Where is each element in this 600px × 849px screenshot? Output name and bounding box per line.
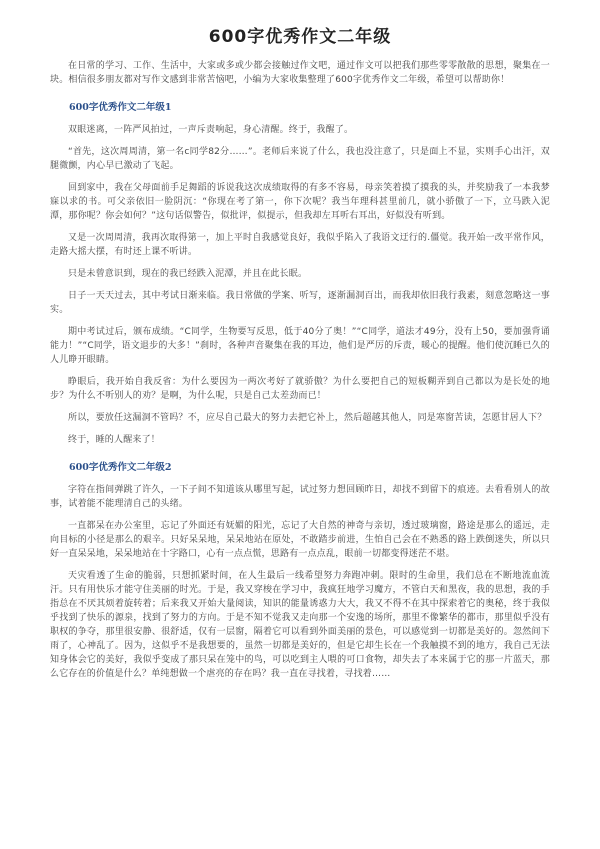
- section-heading-2: 600字优秀作文二年级2: [69, 462, 172, 473]
- paragraph: 又是一次周周清，我再次取得第一，加上平时自我感觉良好，我似乎陷入了我语文迂行的.僵觉。我开始一改平常作风，走路大摇大摆，有时还上课不听讲。: [50, 233, 550, 257]
- paragraph: 一直都呆在办公室里，忘记了外面还有妩媚的阳光，忘记了大自然的神奇与亲切，透过玻璃窗，路途是那么的遥远，走向目标的小径是那么的艰辛。只好呆呆地，呆呆地站在原处，不敢踏步前进，生怕自己会在不熟悉的路上跌倒迷失，所以只好一直呆呆地，呆呆地站在十字路口，心有一点点慌，思路有一点点乱，眼前一切都变得迷茫不堪。: [50, 521, 550, 559]
- paragraph: 只是未曾意识到，现在的我已经跌入泥潭，并且在此长眠。: [68, 269, 308, 279]
- paragraph: 天灾看透了生命的脆弱，只想抓紧时间，在人生最后一线希望努力奔跑冲刺。限时的生命里，我们总在不断地流血流汗。只有用快乐才能守住美丽的时光。于是，我又穿梭在学习中，我疯狂地学习魔方，不管白天和黑夜，我的思想，我的手指总在不厌其烦着旋转着；后来我又开始大量阅读，知识的能量诱惑力大大，我又不得不在其中探索着它的奥秘，终于我似乎找到了快乐的源泉，找到了努力的方向。于是不知不觉我又走向那一个安逸的场所，那里不像繁华的都市，那里似乎没有职权的争夺，那里很安静、很舒适，仅有一层窗，隔着它可以看到外面美丽的景色，可以感觉到一切都是美好的。忽然间下雨了，心神乱了。因为，这似乎不是我想要的，虽然一切都是美好的，但是它却生长在一个我触摸不到的地方，我自己无法知身体会它的美好，我似乎变成了那只呆在笼中的鸟，可以吃到主人喂的可口食物，却失去了本来属于它的那一片蓝天，那么它存在的价值是什么？单纯想做一个虐亮的存在吗？我一直在寻找着，寻找着……: [50, 571, 550, 679]
- section-heading-1: 600字优秀作文二年级1: [69, 102, 172, 113]
- paragraph: 所以，要放任这漏洞不管吗？不，应尽自己最大的努力去把它补上，然后超越其他人，同是寒窗苦读，怎愿甘居人下？: [68, 413, 547, 423]
- paragraph: 双眼迷离，一阵严风拍过，一声斥责响起，身心清醒。终于，我醒了。: [68, 125, 354, 135]
- paragraph: 睁眼后，我开始自我反省：为什么要因为一两次考好了就骄傲？为什么要把自己的短板糊弄到自己都以为是长处的地步？为什么不听别人的劝？是啊，为什么呢，只是自己太差劲而已！: [50, 377, 550, 401]
- paragraph: 日子一天天过去，其中考试日渐来临。我日常做的学案、听写，逐渐漏洞百出，而我却依旧我行我素，刻意忽略这一事实。: [50, 291, 550, 315]
- document-title: 600字优秀作文二年级: [208, 27, 392, 47]
- paragraph: 字符在指间弹跳了许久，一下子间不知道该从哪里写起，试过努力想回顾昨日，却找不到留下的痕迹。去看看别人的故事，试着能不能理清自己的头绪。: [50, 485, 550, 509]
- paragraph: 终于，睡的人醒来了！: [68, 435, 161, 445]
- paragraph: “首先，这次周周清，第一名c同学82分……”。老师后来说了什么，我也没注意了，只是面上不显，实则手心出汗，双腿微颤，内心早已激动了飞起。: [50, 147, 550, 171]
- intro-paragraph: 在日常的学习、工作、生活中，大家或多或少都会接触过作文吧，通过作文可以把我们那些零零散散的思想，聚集在一块。相信很多朋友都对写作文感到非常苦恼吧，小编为大家收集整理了600字优秀作文二年级，希望可以帮助你！: [50, 61, 550, 85]
- paragraph: 期中考试过后，颁布成绩。“C同学，生物要写反思，低于40分了奥！”“C同学，道法才49分，没有上50，要加强背诵能力！”“C同学，语文退步的大多！”刹时，各种声音聚集在我的耳边，他们是严厉的斥责，暖心的提醒。他们使沉睡已久的人儿睁开眼睛。: [50, 327, 550, 365]
- paragraph: 回到家中，我在父母面前手足舞蹈的诉说我这次成绩取得的有多不容易，母亲笑着摸了摸我的头，并奖励我了一本我梦寐以求的书。可父亲依旧一脸阴沉：“你现在考了第一，你下次呢？我当年理科甚里前几，就小骄傲了一下，立马跌入泥潭，那你呢？你会如何？”这句话似警告，似批评，似提示，但我却左耳听右耳出，好似没有听到。: [50, 183, 550, 221]
